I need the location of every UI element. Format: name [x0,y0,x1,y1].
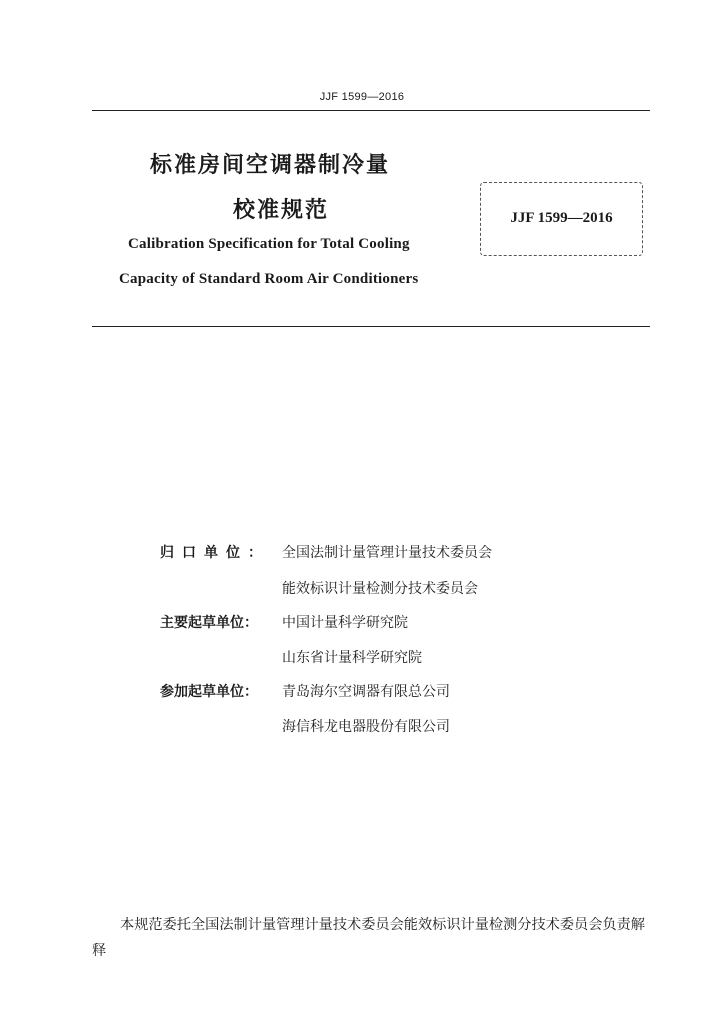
participating-unit-2: 海信科龙电器股份有限公司 [282,719,450,735]
title-divider [92,326,650,327]
header-standard-code: JJF 1599—2016 [319,91,405,103]
main-drafting-unit-label: 主要起草单位： [160,615,258,631]
title-chinese-line-1: 标准房间空调器制冷量 [150,153,391,178]
main-drafting-unit-2: 山东省计量科学研究院 [282,650,422,666]
responsible-unit-2: 能效标识计量检测分技术委员会 [282,581,478,597]
standard-code-box-text: JJF 1599—2016 [510,210,613,226]
header-divider [92,110,650,111]
responsible-unit-1: 全国法制计量管理计量技术委员会 [282,545,492,561]
title-chinese-line-2: 校准规范 [233,198,330,223]
participating-unit-label: 参加起草单位： [160,684,258,700]
participating-unit-1: 青岛海尔空调器有限总公司 [282,684,450,700]
main-drafting-unit-1: 中国计量科学研究院 [282,615,408,631]
interpretation-note: 本规范委托全国法制计量管理计量技术委员会能效标识计量检测分技术委员会负责解释 [92,917,645,959]
standard-code-box [480,182,643,256]
responsible-unit-label: 归口单位： [160,545,270,561]
title-english-line-2: Capacity of Standard Room Air Conditioners [119,271,419,287]
title-english-line-1: Calibration Specification for Total Cooling [128,236,410,252]
